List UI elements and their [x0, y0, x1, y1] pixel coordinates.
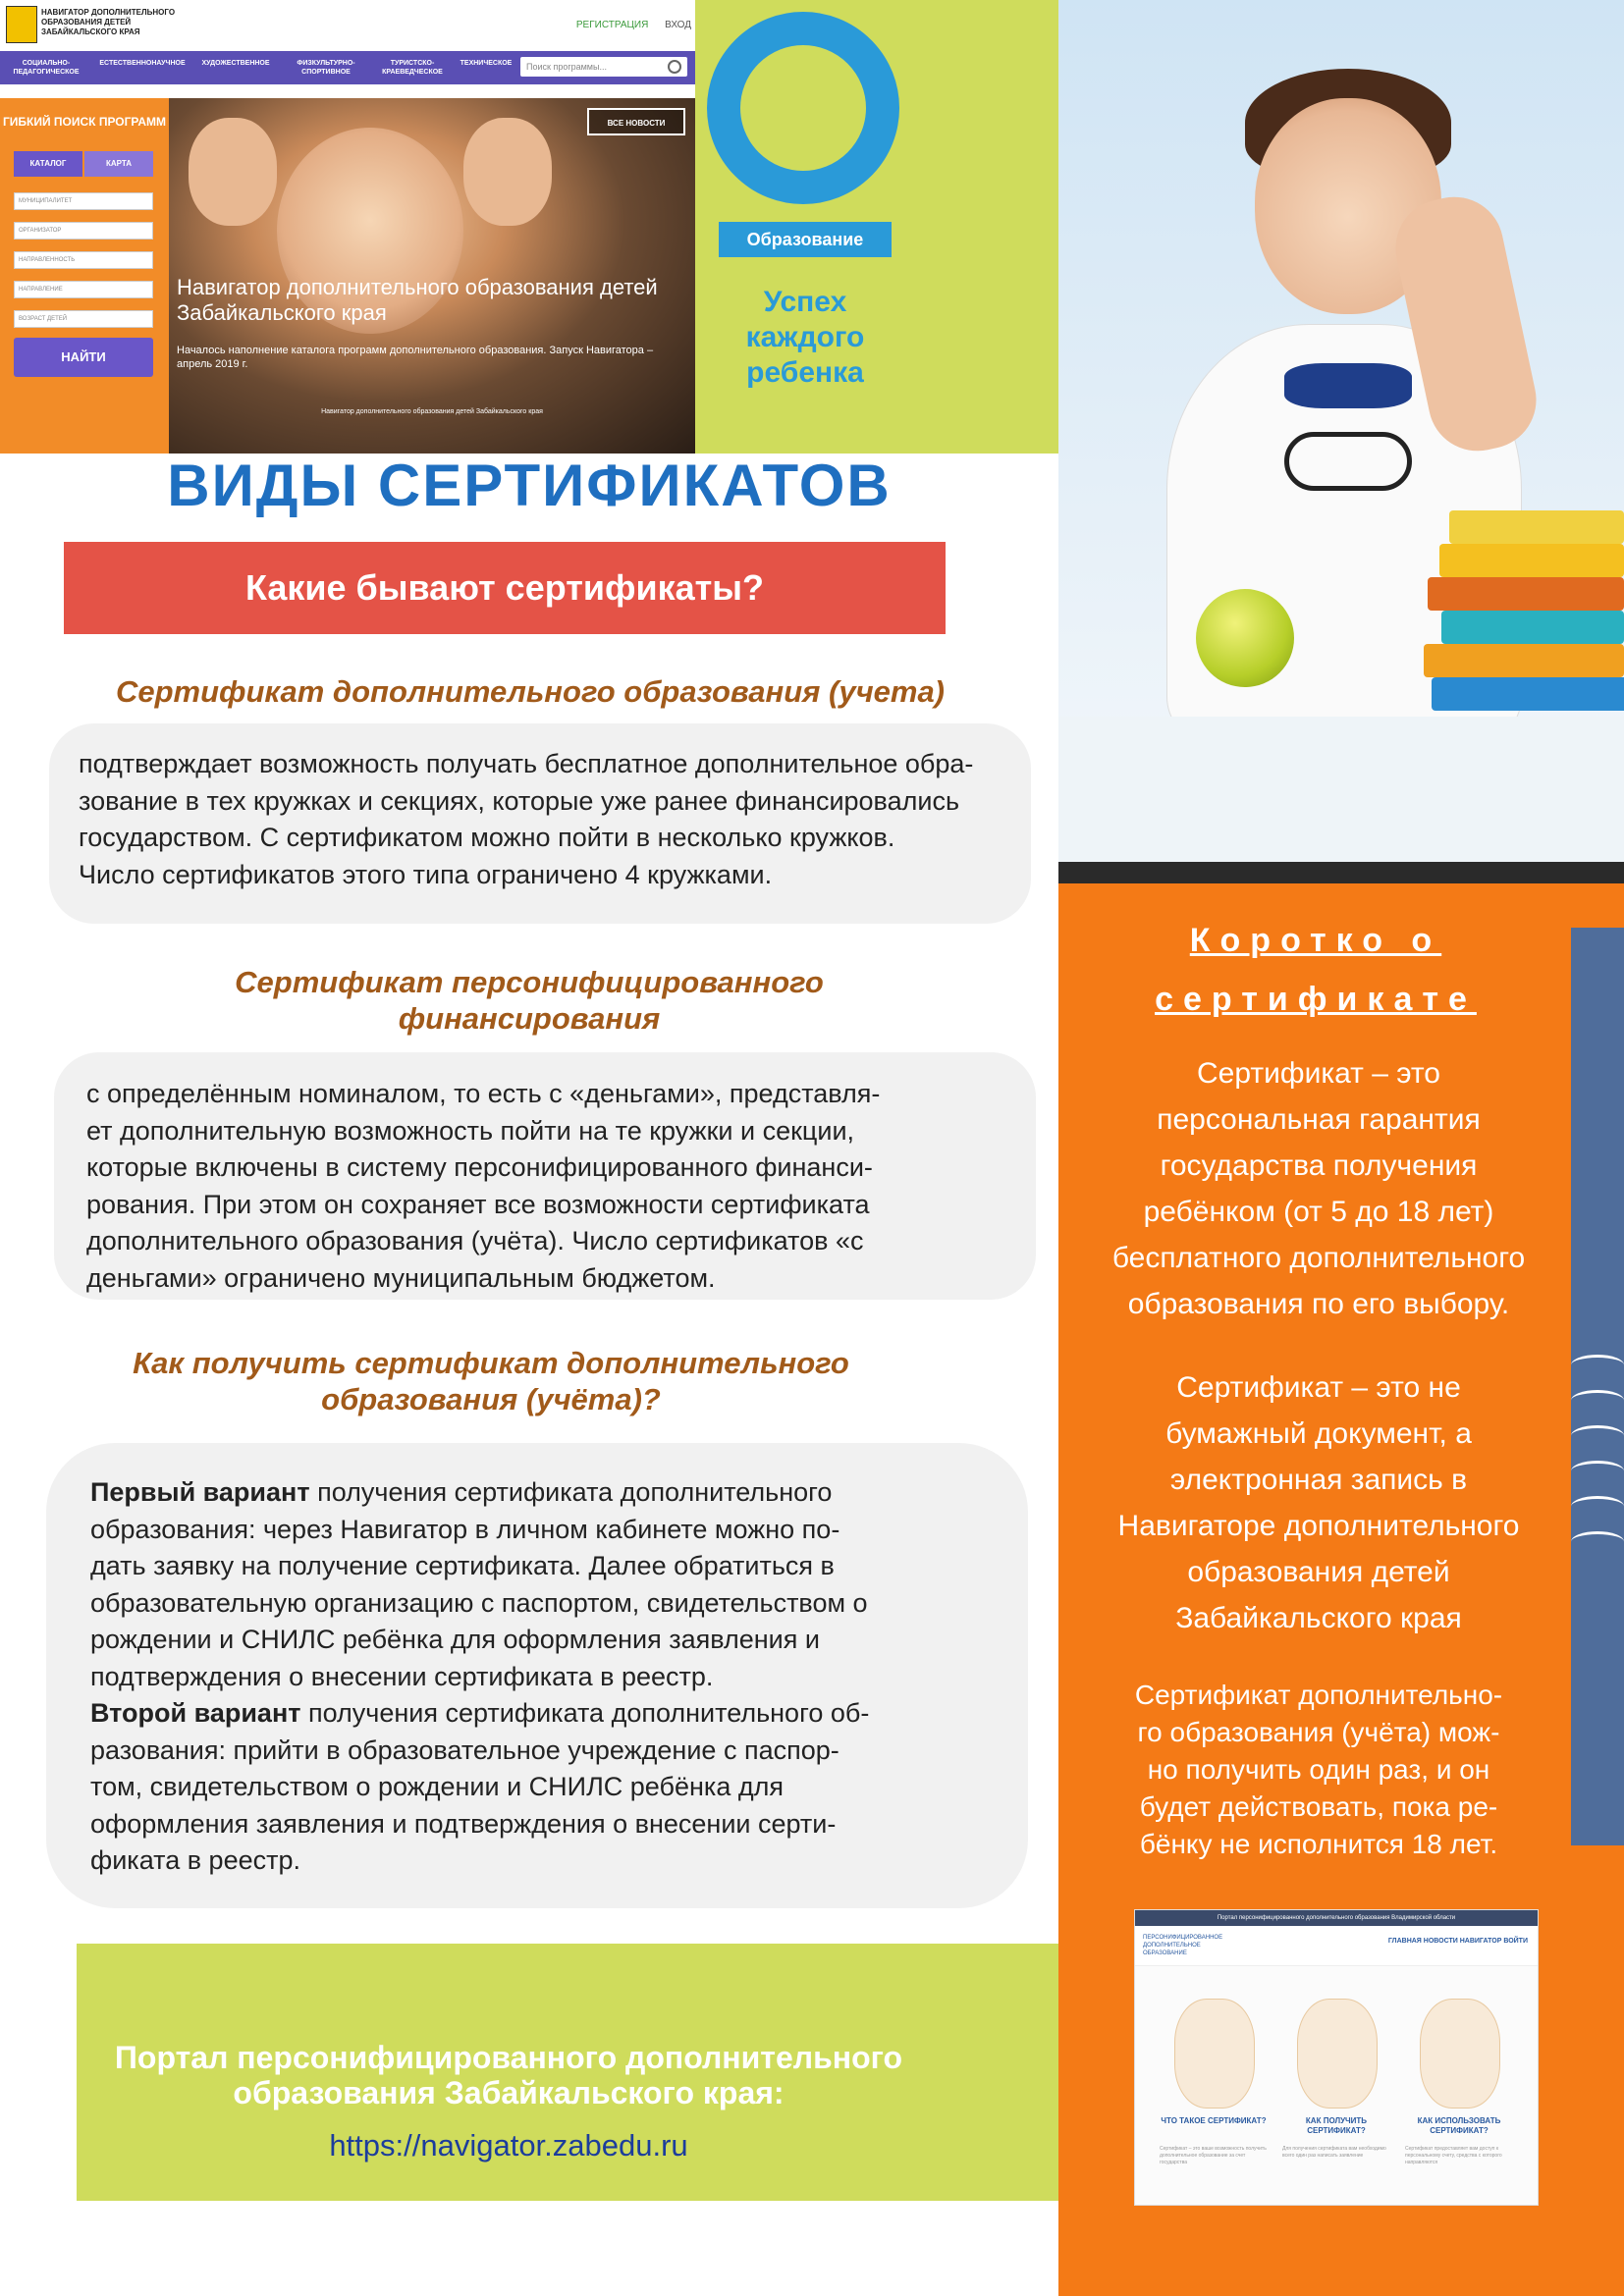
text-line: государства получения — [1160, 1149, 1478, 1182]
bow-tie — [1284, 363, 1412, 408]
section2-title — [0, 964, 1058, 1037]
navigator-header — [0, 0, 695, 49]
portal-top-bar: Портал персонифицированного дополнительного образования Владимирской области — [1135, 1910, 1538, 1926]
find-button[interactable]: НАЙТИ — [14, 338, 153, 377]
select-direction[interactable]: НАПРАВЛЕНИЕ — [14, 281, 153, 298]
portal-description: Портал персонифицированного дополнительного образования Забайкальского края: — [114, 2040, 903, 2110]
variant1-text: получения сертификата дополнительного — [309, 1477, 833, 1507]
text-line: подтверждает возможность получать бесплатное дополнительное обра- — [79, 749, 974, 778]
sidebar-paragraph-2 — [1088, 1364, 1549, 1641]
text-line: Сертификат – это не — [1176, 1371, 1461, 1404]
text-line: зование в тех кружках и секциях, которые уже ранее финансировались — [79, 785, 960, 816]
navigator-search-input[interactable] — [520, 57, 687, 77]
title-line: Сертификат персонифицированного — [235, 965, 824, 999]
book — [1439, 544, 1624, 577]
portal-caption[interactable]: КАК ПОЛУЧИТЬ СЕРТИФИКАТ? — [1305, 2116, 1368, 2135]
text-line: ет дополнительную возможность пойти на те кружки и секции, — [86, 1115, 855, 1146]
text-line: Сертификат дополнительно- — [1134, 1680, 1503, 1710]
text-line: рования. При этом он сохраняет все возможности сертификата — [86, 1189, 870, 1219]
divider — [1058, 862, 1624, 883]
text-line: образования по его выбору. — [1127, 1288, 1510, 1320]
menu-item-social[interactable]: СОЦИАЛЬНО-ПЕДАГОГИЧЕСКОЕ — [13, 60, 80, 76]
glasses-icon — [1284, 432, 1412, 491]
wave-decoration — [1571, 1531, 1624, 1552]
sidebar-paragraph-1 — [1088, 1050, 1549, 1327]
boy-photo — [1058, 0, 1624, 862]
section3-title — [0, 1345, 982, 1417]
hero-footer: Навигатор дополнительного образования детей Забайкальского края — [321, 408, 543, 415]
portal-screenshot — [1134, 1909, 1539, 2206]
menu-item-sport[interactable]: ФИЗКУЛЬТУРНО-СПОРТИВНОЕ — [297, 60, 355, 76]
decorative-bar — [1571, 928, 1624, 1845]
portal-logo: ПЕРСОНИФИЦИРОВАННОЕ ДОПОЛНИТЕЛЬНОЕ ОБРАЗОВАНИЕ — [1143, 1935, 1223, 1956]
illustration-figure — [1174, 1999, 1255, 2109]
section1-title: Сертификат дополнительного образования (учета) — [115, 674, 946, 709]
navigator-hero — [169, 98, 695, 454]
text-line: образования: через Навигатор в личном кабинете можно по- — [90, 1514, 840, 1544]
text-line: государством. С сертификатом можно пойти в несколько кружков. — [79, 823, 895, 852]
education-badge: Образование — [719, 222, 892, 257]
page-title: ВИДЫ СЕРТИФИКАТОВ — [167, 453, 892, 518]
variant2-label: Второй вариант — [90, 1698, 301, 1728]
text-line: Навигаторе дополнительного — [1117, 1510, 1520, 1542]
section3-text — [90, 1474, 986, 1880]
portal-caption[interactable]: КАК ИСПОЛЬЗОВАТЬ СЕРТИФИКАТ? — [1417, 2116, 1501, 2135]
wave-decoration — [1571, 1496, 1624, 1517]
text-line — [90, 1695, 986, 1733]
text-line: подтверждения о внесении сертификата в реестр. — [90, 1661, 714, 1691]
sidebar-title-line: Коротко о — [1189, 922, 1442, 959]
project-slogan: Успех каждого ребенка — [745, 286, 865, 389]
text-line: разования: прийти в образовательное учреждение с паспор- — [90, 1735, 839, 1765]
portal-text: Сертификат – это ваше возможность получить дополнительное образование за счет государства — [1160, 2146, 1267, 2165]
crest-icon — [6, 6, 37, 43]
text-line: Число сертификатов этого типа ограничено 4 кружками. — [79, 859, 773, 889]
navigator-auth-links — [576, 20, 691, 30]
tab-catalog[interactable]: КАТАЛОГ — [14, 151, 82, 177]
login-link[interactable]: ВХОД — [665, 20, 691, 30]
portal-link[interactable]: https://navigator.zabedu.ru — [329, 2128, 688, 2163]
title-line: Как получить сертификат дополнительного — [133, 1346, 849, 1380]
select-organizer[interactable]: ОРГАНИЗАТОР — [14, 222, 153, 240]
section2-text — [86, 1076, 1000, 1297]
portal-caption[interactable]: ЧТО ТАКОЕ СЕРТИФИКАТ? — [1161, 2116, 1267, 2125]
portal-text: Сертификат предоставляет вам доступ к персональному счету, средства с которого направляются — [1405, 2146, 1502, 2165]
select-age[interactable]: ВОЗРАСТ ДЕТЕЙ — [14, 310, 153, 328]
wave-decoration — [1571, 1355, 1624, 1375]
text-line: электронная запись в — [1169, 1464, 1468, 1496]
select-focus[interactable]: НАПРАВЛЕННОСТЬ — [14, 251, 153, 269]
menu-item-art[interactable]: ХУДОЖЕСТВЕННОЕ — [201, 60, 270, 67]
illustration-figure — [1297, 1999, 1378, 2109]
book — [1424, 644, 1624, 677]
flexible-search-title: ГИБКИЙ ПОИСК ПРОГРАММ — [2, 115, 167, 129]
text-line: бумажный документ, а — [1165, 1417, 1472, 1450]
flexible-search-panel — [0, 98, 169, 454]
text-line: дополнительного образования (учёта). Число сертификатов «с — [86, 1226, 864, 1255]
text-line: с определённым номиналом, то есть с «деньгами», представля- — [86, 1079, 881, 1108]
hero-subtitle: Началось наполнение каталога программ дополнительного образования. Запуск Навигатора – апрель 2019 г. — [177, 345, 654, 370]
text-line: образовательную организацию с паспортом, свидетельством о — [90, 1587, 868, 1618]
wave-decoration — [1571, 1390, 1624, 1411]
text-line: оформления заявления и подтверждения о внесении серти- — [90, 1808, 837, 1839]
book — [1428, 577, 1624, 611]
book — [1449, 510, 1624, 544]
text-line: деньгами» ограничено муниципальным бюджетом. — [86, 1262, 716, 1293]
register-link[interactable]: РЕГИСТРАЦИЯ — [575, 20, 649, 30]
sidebar-title-line: сертификате — [1155, 981, 1477, 1018]
text-line: которые включены в систему персонифицированного финанси- — [86, 1152, 873, 1182]
text-line: ребёнком (от 5 до 18 лет) — [1143, 1196, 1494, 1228]
select-municipality[interactable]: МУНИЦИПАЛИТЕТ — [14, 192, 153, 210]
wave-decoration — [1571, 1425, 1624, 1446]
navigator-screenshot — [0, 0, 696, 454]
hero-title: Навигатор дополнительного образования детей Забайкальского края — [177, 275, 658, 325]
search-placeholder: Поиск программы... — [526, 62, 607, 72]
variant2-text: получения сертификата дополнительного об- — [300, 1698, 870, 1728]
text-line: том, свидетельством о рождении и СНИЛС ребёнка для — [90, 1772, 784, 1801]
text-line: образования детей — [1187, 1556, 1450, 1588]
text-line: дать заявку на получение сертификата. Далее обратиться в — [90, 1551, 835, 1580]
certificates-banner: Какие бывают сертификаты? — [64, 542, 946, 634]
text-line: го образования (учёта) мож- — [1137, 1717, 1500, 1747]
illustration-figure — [1420, 1999, 1500, 2109]
portal-nav-links[interactable]: ГЛАВНАЯ НОВОСТИ НАВИГАТОР ВОЙТИ — [1387, 1938, 1528, 1945]
text-line — [90, 1474, 986, 1512]
desk — [1058, 717, 1624, 862]
text-line: но получить один раз, и он — [1147, 1754, 1490, 1785]
education-ring-icon — [707, 12, 899, 204]
apple — [1196, 589, 1294, 687]
menu-item-tourism[interactable]: ТУРИСТСКО-КРАЕВЕДЧЕСКОЕ — [382, 60, 443, 76]
sidebar-title — [1080, 911, 1551, 1029]
portal-text: Для получения сертификата вам необходимо всего один раз написать заявление — [1282, 2146, 1386, 2159]
title-line: образования (учёта)? — [321, 1382, 661, 1416]
section1-text — [79, 746, 1001, 893]
search-icon[interactable] — [668, 60, 681, 74]
text-line: персональная гарантия — [1157, 1103, 1481, 1136]
variant1-label: Первый вариант — [90, 1477, 310, 1507]
book — [1432, 677, 1624, 711]
text-line: рождении и СНИЛС ребёнка для оформления заявления и — [90, 1625, 820, 1654]
menu-item-technical[interactable]: ТЕХНИЧЕСКОЕ — [460, 60, 513, 67]
menu-item-science[interactable]: ЕСТЕСТВЕННОНАУЧНОЕ — [99, 60, 186, 67]
text-line: Сертификат – это — [1197, 1057, 1440, 1090]
text-line: Забайкальского края — [1175, 1602, 1462, 1634]
wave-decoration — [1571, 1461, 1624, 1481]
sidebar-paragraph-3 — [1088, 1677, 1549, 1863]
navigator-logo-text: НАВИГАТОР ДОПОЛНИТЕЛЬНОГО ОБРАЗОВАНИЯ ДЕТЕЙ ЗАБАЙКАЛЬСКОГО КРАЯ — [41, 8, 176, 36]
child-hand — [463, 118, 552, 226]
all-news-button[interactable]: ВСЕ НОВОСТИ — [587, 108, 685, 135]
text-line: фиката в реестр. — [90, 1845, 300, 1875]
text-line: бёнку не исполнится 18 лет. — [1139, 1829, 1498, 1859]
book — [1441, 611, 1624, 644]
child-hand — [189, 118, 277, 226]
title-line: финансирования — [398, 1001, 661, 1036]
tab-map[interactable]: КАРТА — [84, 151, 153, 177]
text-line: бесплатного дополнительного — [1111, 1242, 1526, 1274]
text-line: будет действовать, пока ре- — [1139, 1791, 1498, 1822]
